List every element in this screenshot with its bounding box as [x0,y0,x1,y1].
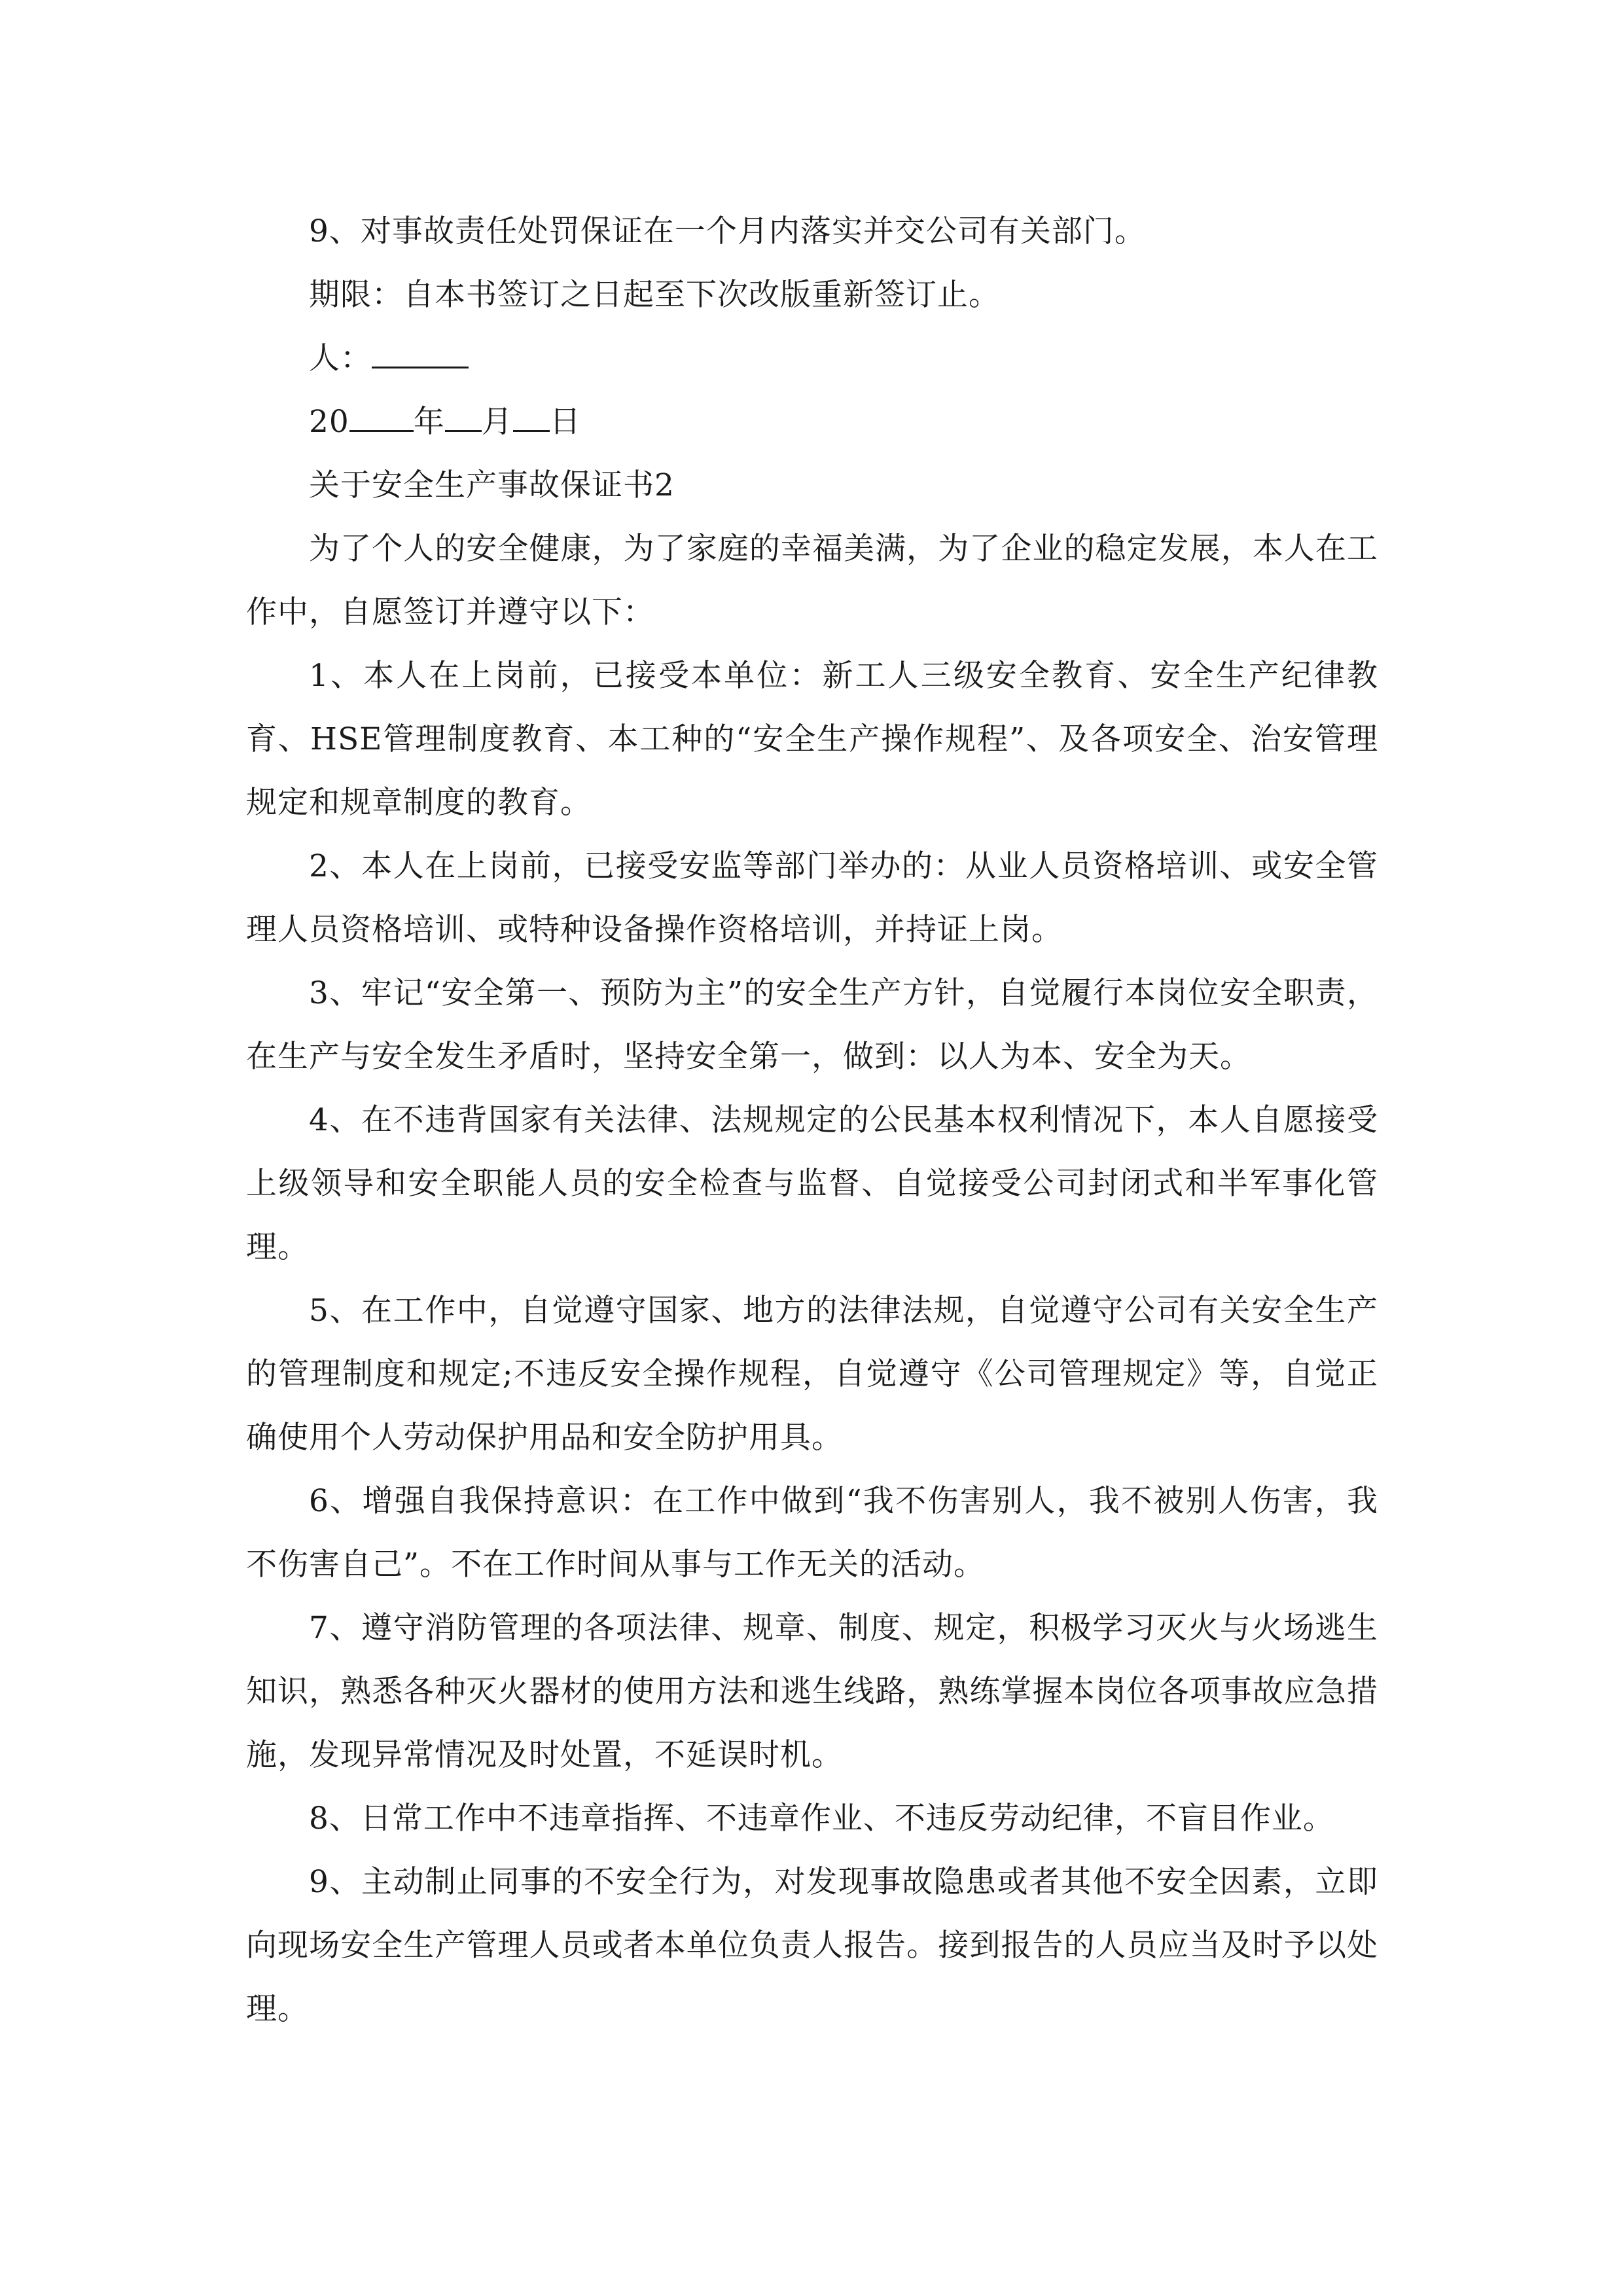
date-month-label: 月 [481,404,513,440]
intro-paragraph: 为了个人的安全健康，为了家庭的幸福美满，为了企业的稳定发展，本人在工作中，自愿签订并遵守以下： [246,531,1378,630]
signature-line [246,327,1378,390]
item-9-previous: 9、对事故责任处罚保证在一个月内落实并交公司有关部门。 [309,213,1146,249]
date-line [246,390,1378,454]
year-blank [349,397,414,432]
date-prefix: 20 [309,404,349,440]
document-body [246,200,1378,2041]
person-label: 人： [309,340,372,376]
item-9: 9、主动制止同事的不安全行为，对发现事故隐患或者其他不安全因素，立即向现场安全生产管理人员或者本单位负责人报告。接到报告的人员应当及时予以处理。 [246,1864,1378,2027]
item-7: 7、遵守消防管理的各项法律、规章、制度、规定，积极学习灭火与火场逃生知识，熟悉各种灭火器材的使用方法和逃生线路，熟练掌握本岗位各项事故应急措施，发现异常情况及时处置，不延误时机。 [246,1610,1378,1773]
item-1: 1、本人在上岗前，已接受本单位：新工人三级安全教育、安全生产纪律教育、HSE管理制度教育、本工种的“安全生产操作规程”、及各项安全、治安管理规定和规章制度的教育。 [246,658,1378,821]
item-6: 6、增强自我保持意识：在工作中做到“我不伤害别人，我不被别人伤害，我不伤害自己”。不在工作时间从事与工作无关的活动。 [246,1483,1378,1583]
date-year-label: 年 [413,404,445,440]
section-title: 关于安全生产事故保证书2 [309,467,675,503]
signature-blank [372,334,469,368]
month-blank [445,397,482,432]
date-day-label: 日 [549,404,581,440]
day-blank [513,397,550,432]
item-3: 3、牢记“安全第一、预防为主”的安全生产方针，自觉履行本岗位安全职责，在生产与安全发生矛盾时，坚持安全第一，做到：以人为本、安全为天。 [246,975,1378,1075]
term-line: 期限：自本书签订之日起至下次改版重新签订止。 [309,277,1000,313]
item-4: 4、在不违背国家有关法律、法规规定的公民基本权利情况下，本人自愿接受上级领导和安全职能人员的安全检查与监督、自觉接受公司封闭式和半军事化管理。 [246,1102,1378,1265]
item-5: 5、在工作中，自觉遵守国家、地方的法律法规，自觉遵守公司有关安全生产的管理制度和规定;不违反安全操作规程，自觉遵守《公司管理规定》等，自觉正确使用个人劳动保护用品和安全防护用具。 [246,1293,1378,1456]
item-8: 8、日常工作中不违章指挥、不违章作业、不违反劳动纪律，不盲目作业。 [309,1801,1334,1837]
item-2: 2、本人在上岗前，已接受安监等部门举办的：从业人员资格培训、或安全管理人员资格培训、或特种设备操作资格培训，并持证上岗。 [246,848,1378,948]
